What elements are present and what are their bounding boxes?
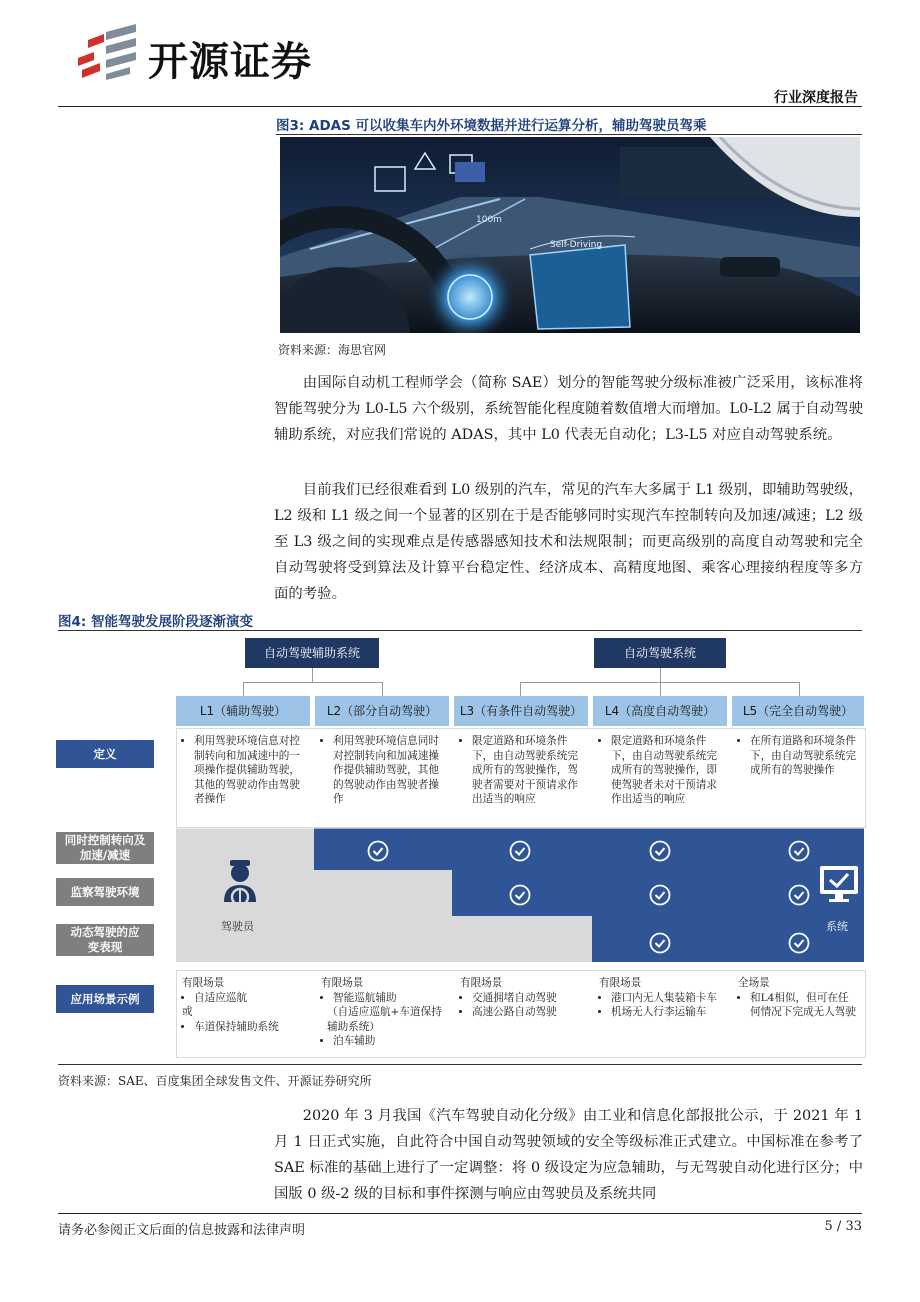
level-l4: L4（高度自动驾驶） <box>593 696 727 726</box>
check-icon <box>509 840 531 862</box>
page-number: 5 / 33 <box>824 1219 862 1234</box>
hud-distance: 100m <box>476 215 502 225</box>
scenario-item: • 和L4相似，但可在任何情况下完成无人驾驶 <box>750 991 858 1020</box>
connector <box>660 668 661 682</box>
report-type: 行业深度报告 <box>774 90 858 106</box>
header-divider <box>58 106 862 107</box>
driver-icon <box>220 858 260 912</box>
paragraph-1 <box>274 370 863 448</box>
scenario-l1-title: 有限场景 <box>182 977 225 989</box>
scenario-item: • 泊车辅助 <box>333 1034 447 1049</box>
definition-l5 <box>738 734 860 778</box>
definition-l2-text: • 利用驾驶环境信息同时对控制转向和加减速操作提供辅助驾驶，其他的驾驶动作由驾驶者操作 <box>333 734 445 807</box>
paragraph-1-text: 由国际自动机工程师学会（简称 SAE）划分的智能驾驶分级标准被广泛采用，该标准将智能驾驶分为 L0-L5 六个级别，系统智能化程度随着数值增大而增加。L0-L2 属于自动驾驶辅助系统，对应我们常说的 ADAS，其中 L0 代表无自动化；L3-L5 对应自动驾驶系统。 <box>274 375 863 443</box>
category-monitor <box>56 878 154 906</box>
check-icon <box>509 884 531 906</box>
figure4-bottom-rule <box>58 1064 862 1065</box>
system-label: 系统 <box>826 920 848 933</box>
scenario-item: （自适应巡航+车道保持辅助系统） <box>327 1006 442 1033</box>
category-monitor-label: 监察驾驶环境 <box>70 884 140 899</box>
definition-l1 <box>182 734 306 807</box>
check-icon <box>367 840 389 862</box>
brand-name: 开源证券 <box>148 39 312 85</box>
scenario-l1 <box>182 976 312 1034</box>
figure4-source: 资料来源：SAE、百度集团全球发售文件、开源证券研究所 <box>58 1074 372 1088</box>
level-l2: L2（部分自动驾驶） <box>315 696 449 726</box>
brand-logo-icon <box>76 22 140 82</box>
hud-label: Self-Driving <box>550 240 603 250</box>
scenario-l5-title: 全场景 <box>738 977 770 989</box>
paragraph-3-text: 2020 年 3 月我国《汽车驾驶自动化分级》由工业和信息化部报批公示，于 2021 年 1 月 1 日正式实施，自此符合中国自动驾驶领域的安全等级标准正式建立。中国标准在参考了 SAE 标准的基础上进行了一定调整：将 0 级设定为应急辅助，与无驾驶自动化进行区分；中国版 0 级-2 级的目标和事件探测与响应由驾驶员及系统共同 <box>274 1108 863 1202</box>
paragraph-2 <box>274 477 863 607</box>
category-control-label: 同时控制转向及加速/减速 <box>64 833 146 862</box>
scenario-l3 <box>460 976 586 1020</box>
driver-label: 驾驶员 <box>221 920 254 933</box>
figure3-rule <box>276 134 862 135</box>
check-icon <box>788 932 810 954</box>
definition-l4 <box>599 734 723 807</box>
paragraph-2-text: 目前我们已经很难看到 L0 级别的汽车，常见的汽车大多属于 L1 级别，即辅助驾驶级，L2 级和 L1 级之间一个显著的区别在于是否能够同时实现汽车控制转向及加速/减速；L2 级至 L3 级之间的实现难点是传感器感知技术和法规限制；而更高级别的高度自动驾驶和完全自动驾驶将受到算法及计算平台稳定性、经济成本、高精度地图、乘客心理接纳程度等多方面的考验。 <box>274 482 863 602</box>
scenario-item: • 交通拥堵自动驾驶 <box>472 991 586 1006</box>
definition-l4-text: • 限定道路和环境条件下，由自动驾驶系统完成所有的驾驶操作，即使驾驶者未对干预请求作出适当的响应 <box>611 734 723 807</box>
figure4-caption: 图4: 智能驾驶发展阶段逐渐演变 <box>58 614 253 630</box>
scenario-item: • 高速公路自动驾驶 <box>472 1005 586 1020</box>
level-l3: L3（有条件自动驾驶） <box>454 696 588 726</box>
scenario-item: • 自适应巡航 <box>194 991 312 1006</box>
paragraph-3 <box>274 1103 863 1207</box>
level-l1: L1（辅助驾驶） <box>176 696 310 726</box>
scenario-l4 <box>599 976 723 1020</box>
figure4-rule <box>58 630 862 631</box>
category-definition <box>56 740 154 768</box>
category-definition-label: 定义 <box>93 746 117 761</box>
scenario-item: • 车道保持辅助系统 <box>194 1020 312 1035</box>
scenario-item: • 机场无人行李运输车 <box>611 1005 723 1020</box>
check-icon <box>649 840 671 862</box>
category-scenarios-label: 应用场景示例 <box>70 991 140 1006</box>
adas-dashboard-image <box>280 137 860 333</box>
definition-l1-text: • 利用驾驶环境信息对控制转向和加减速中的一项操作提供辅助驾驶，其他的驾驶动作由驾驶者操作 <box>194 734 306 807</box>
scenario-l5 <box>738 976 858 1020</box>
connector <box>660 682 661 696</box>
check-icon <box>649 932 671 954</box>
scenario-l4-title: 有限场景 <box>599 977 642 989</box>
bracket-adas <box>243 682 383 697</box>
category-control <box>56 832 154 864</box>
scenario-l2-title: 有限场景 <box>321 977 364 989</box>
group-autonomous: 自动驾驶系统 <box>594 638 726 668</box>
definition-l3 <box>460 734 584 807</box>
figure3-source: 资料来源：海思官网 <box>278 343 387 357</box>
category-fallback-label: 动态驾驶的应变表现 <box>70 925 140 954</box>
check-icon <box>788 840 810 862</box>
group-adas: 自动驾驶辅助系统 <box>245 638 379 668</box>
category-fallback <box>56 924 154 956</box>
scenario-item: 或 <box>182 1006 193 1019</box>
connector <box>312 668 313 682</box>
scenario-l2 <box>321 976 447 1049</box>
scenario-item: • 港口内无人集装箱卡车 <box>611 991 723 1006</box>
scenario-l3-title: 有限场景 <box>460 977 503 989</box>
system-monitor-icon <box>818 864 860 904</box>
level-l5: L5（完全自动驾驶） <box>732 696 864 726</box>
footer-divider <box>58 1213 862 1214</box>
figure3-caption: 图3: ADAS 可以收集车内外环境数据并进行运算分析，辅助驾驶员驾乘 <box>276 118 707 134</box>
definition-l5-text: • 在所有道路和环境条件下，由自动驾驶系统完成所有的驾驶操作 <box>750 734 860 778</box>
footer-disclaimer: 请务必参阅正文后面的信息披露和法律声明 <box>58 1223 306 1238</box>
category-scenarios <box>56 985 154 1013</box>
definition-l3-text: • 限定道路和环境条件下，由自动驾驶系统完成所有的驾驶操作，驾驶者需要对干预请求作出适当的响应 <box>472 734 584 807</box>
scenario-item: • 智能巡航辅助 <box>333 991 447 1006</box>
definition-l2 <box>321 734 445 807</box>
check-icon <box>788 884 810 906</box>
check-icon <box>649 884 671 906</box>
